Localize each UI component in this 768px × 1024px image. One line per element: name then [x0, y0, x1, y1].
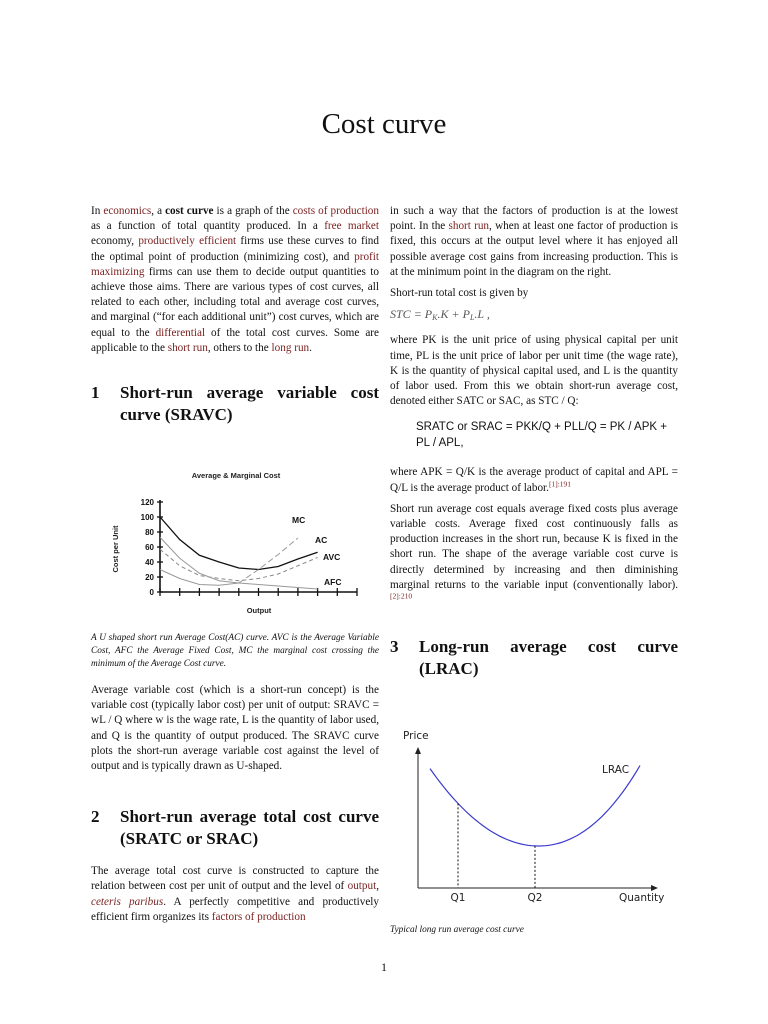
left-column-lower — [91, 632, 379, 931]
wiki-link[interactable]: long run — [271, 341, 310, 354]
section-title: Short-run average variable cost curve (SRAVC) — [120, 383, 379, 425]
left-column — [91, 204, 379, 426]
paragraph-short-run: Short run average cost equals average fixed costs plus average variable costs. Average fixed cost continuously falls as production increases in the short run, because K is fixed in the short run. The shape of the average variable cost curve is directly determined by increasing and then diminishing marginal returns to the variable input (conventionally labor).$^{[2]:210}$ — [390, 502, 678, 601]
y-tick-label: 120 — [140, 498, 154, 507]
series-label-avc: AVC — [323, 552, 341, 562]
citation-link[interactable]: [1]:191 — [548, 478, 572, 488]
sratc-equation: SRATC or SRAC = PKK/Q + PLL/Q = PK / APK + PL / APL, — [416, 421, 667, 450]
wiki-link[interactable]: ceteris paribus — [91, 895, 164, 908]
figure-lrac — [395, 728, 685, 908]
stc-formula: STC = $P_K.K + P_L.L$ , — [390, 307, 490, 323]
section-title: Short-run average total cost curve (SRATC or SRAC) — [120, 807, 379, 849]
y-axis-label: Price — [403, 730, 429, 742]
y-tick-label: 60 — [145, 543, 154, 552]
y-tick-label: 100 — [140, 513, 154, 522]
wiki-link[interactable]: factors of production — [211, 910, 306, 923]
figure-2-caption: Typical long run average cost curve — [390, 925, 524, 935]
section-1-body: Average variable cost (which is a short-run concept) is the variable cost (typically labor cost) per unit of output: SRAVC = wL / Q where w is the wage rate, L is the quantity of labor used, and Q is the quantity of output produced. The SRAVC curve plots the short-run average variable cost against the level of output and is typically drawn as U-shaped. — [91, 684, 379, 773]
section-2-heading — [91, 806, 379, 850]
series-label-lrac: LRAC — [602, 764, 630, 776]
wiki-link[interactable]: economics — [103, 205, 152, 217]
page-number: 1 — [381, 960, 387, 974]
bold-term: cost curve — [165, 205, 214, 217]
series-label-afc: AFC — [324, 577, 342, 587]
x-tick-label-q2: Q2 — [527, 892, 543, 904]
lrac-chart — [395, 728, 685, 908]
wiki-link[interactable]: profit maximizing — [91, 250, 379, 278]
page-title: Cost curve — [321, 108, 447, 140]
section-3-heading — [390, 636, 678, 680]
intro-paragraph: In economics, a cost curve is a graph of the costs of production as a function of total quantity produced. In a free market economy, productively efficient firms use these curves to find the optimal point of production (minimizing cost), and profit maximizing firms can use them to decide output quantities to achieve those aims. There are various types of cost curves, all related to each other, including total and average cost curves, and marginal (“for each additional unit”) cost curves, which are equal to the differential of the total cost curves. Some are applicable to the short run, others to the long run. — [91, 205, 379, 354]
y-axis-label: Cost per Unit — [111, 525, 120, 573]
paragraph-variables: where PK is the unit price of using physical capital per unit time, PL is the unit price of labor per unit time (the wage rate), K is the quantity of physical capital used, and L is the quantity of labor used. From this we obtain short-run average cost, denoted either SATC or SAC, as STC / Q: — [390, 334, 678, 408]
y-axis-arrow-icon — [415, 747, 421, 754]
wiki-link[interactable]: costs of production — [292, 205, 379, 217]
paragraph-factors: in such a way that the factors of production is at the lowest point. In the short run, when at least one factor of production is fixed, this occurs at the output level where it has enjoyed all possible average cost gains from increasing production. This is at the minimum point in the diagram on the right. — [390, 205, 678, 278]
series-avc-line — [160, 549, 318, 581]
series-afc-line — [160, 570, 318, 590]
section-title: Long-run average cost curve (LRAC) — [419, 637, 678, 679]
paragraph-stc-intro: Short-run total cost is given by — [390, 287, 529, 300]
right-column — [390, 204, 678, 680]
figure-average-marginal-cost — [91, 463, 381, 623]
x-axis-arrow-icon — [651, 885, 658, 891]
series-lrac-curve — [430, 766, 640, 847]
chart-title: Average & Marginal Cost — [191, 471, 281, 480]
series-label-ac: AC — [315, 535, 328, 545]
y-tick-label: 0 — [149, 588, 154, 597]
wiki-link[interactable]: productively efficient — [138, 235, 237, 248]
y-tick-label: 20 — [145, 573, 154, 582]
section-number: 2 — [91, 807, 100, 827]
cost-chart — [91, 463, 381, 623]
section-number: 1 — [91, 383, 100, 403]
x-tick-label-q1: Q1 — [450, 892, 466, 904]
section-1-heading — [91, 382, 379, 426]
series-mc-line-rising — [239, 538, 298, 583]
series-label-mc: MC — [292, 515, 306, 525]
wiki-link[interactable]: differential — [155, 326, 206, 339]
y-tick-label: 80 — [145, 528, 154, 537]
citation-link[interactable]: [2]:210 — [390, 591, 413, 601]
figure-1-caption: A U shaped short run Average Cost(AC) curve. AVC is the Average Variable Cost, AFC the Average Fixed Cost, MC the marginal cost crossing the minimum of the Average Cost curve. — [91, 633, 379, 669]
section-2-body: The average total cost curve is constructed to capture the relation between cost per unit of output and the level of output, ceteris paribus. A perfectly competitive and productively efficient firm organizes its factors of production — [91, 865, 380, 923]
paragraph-apk: where APK = Q/K is the average product of capital and APL = Q/L is the average product of labor.$^{[1]:191}$ — [390, 466, 678, 494]
y-tick-label: 40 — [145, 558, 154, 567]
wiki-link[interactable]: output — [347, 880, 377, 893]
x-axis-label: Quantity — [619, 892, 665, 904]
wiki-link[interactable]: short run — [448, 220, 490, 233]
section-number: 3 — [390, 637, 399, 657]
wiki-link[interactable]: short run — [167, 341, 208, 354]
wiki-link[interactable]: free market — [324, 220, 379, 233]
series-mc-line — [160, 537, 239, 583]
x-axis-label: Output — [246, 606, 272, 615]
